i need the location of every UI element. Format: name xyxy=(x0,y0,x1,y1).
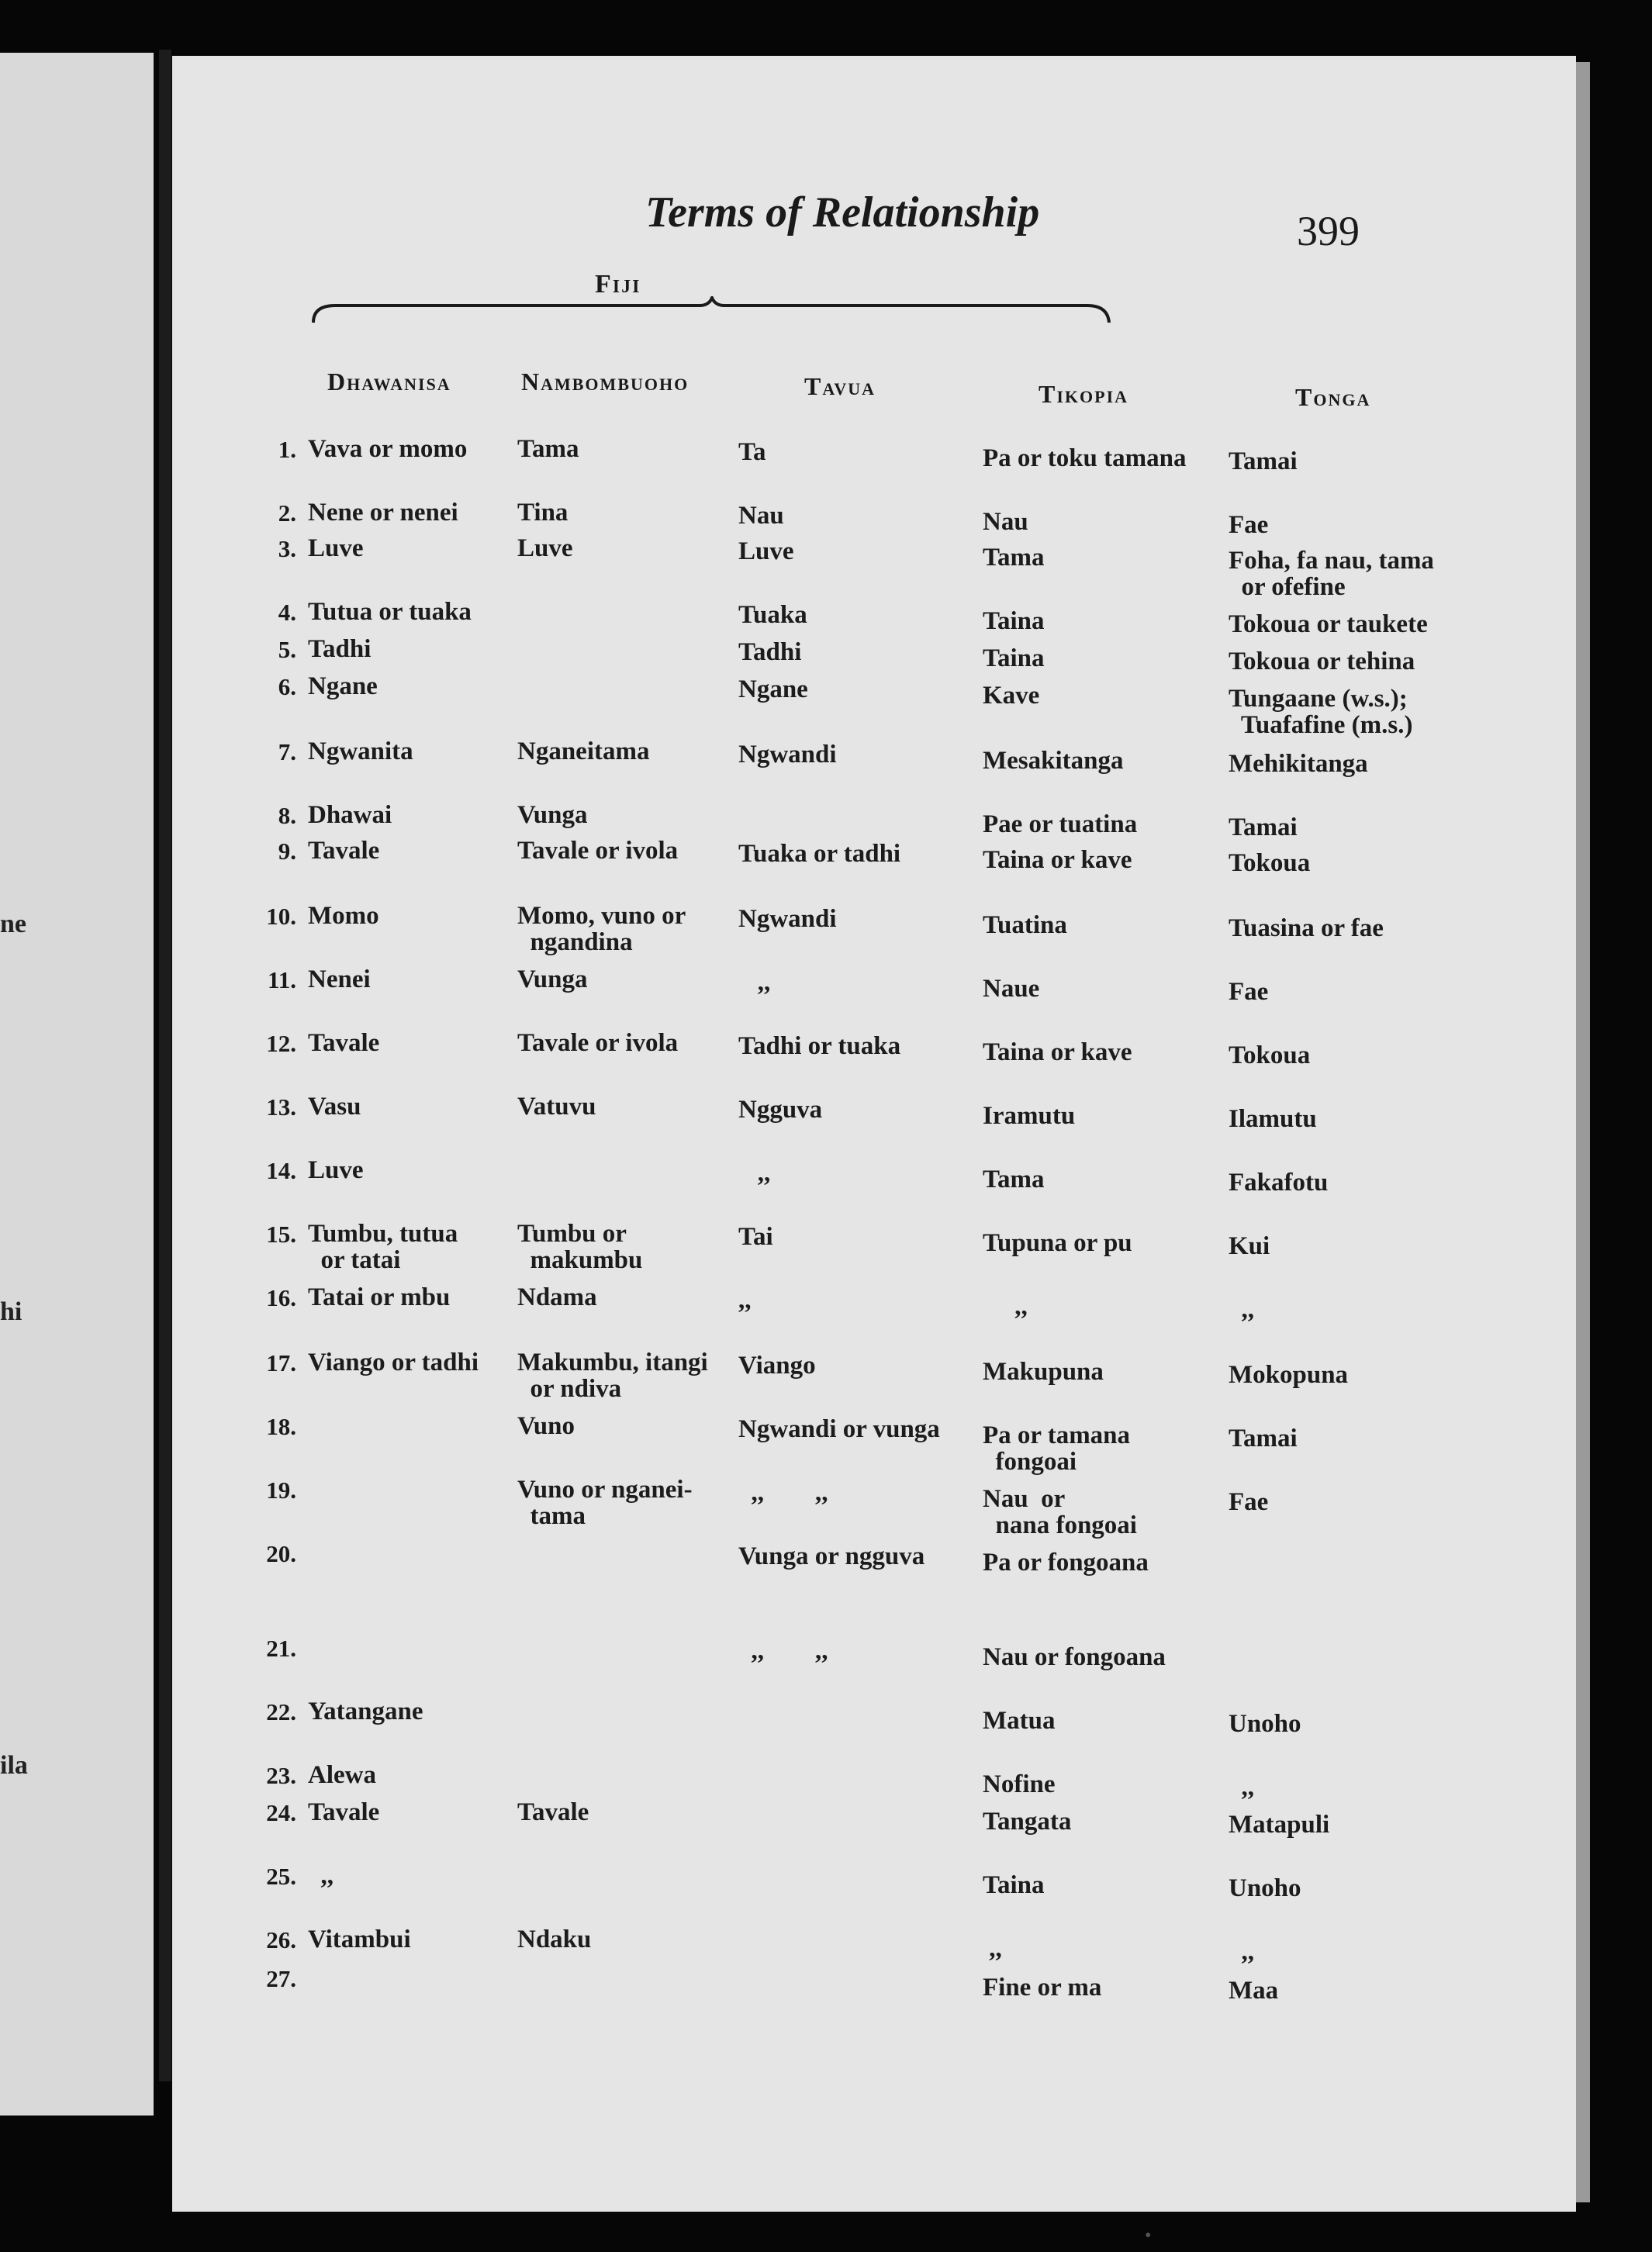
cell-tikopia: Tupuna or pu xyxy=(983,1229,1132,1257)
cell-nambombuoho: Momo, vuno or ngandina xyxy=(517,902,686,956)
cell-tikopia: Nau xyxy=(983,508,1028,536)
cell-tonga: Fae xyxy=(1229,1488,1269,1516)
column-header-tikopia: Tikopia xyxy=(1039,380,1129,408)
cell-tonga: Tokoua or taukete xyxy=(1229,610,1428,638)
left-page-fragment: ne xyxy=(0,910,26,938)
left-page-fragment: hi xyxy=(0,1297,22,1326)
cell-tonga: Tungaane (w.s.); Tuafafine (m.s.) xyxy=(1229,685,1413,739)
row-number: 12. xyxy=(266,1030,296,1057)
cell-tonga: Fae xyxy=(1229,511,1269,539)
cell-tavua: Tadhi or tuaka xyxy=(738,1032,901,1060)
cell-nambombuoho: Tama xyxy=(517,435,579,463)
cell-dhawanisa: ,, xyxy=(308,1862,334,1890)
cell-dhawanisa: Tavale xyxy=(308,1798,380,1826)
cell-nambombuoho: Ndama xyxy=(517,1283,597,1311)
cell-tikopia: Tama xyxy=(983,1166,1045,1193)
cell-tikopia: Tama xyxy=(983,544,1045,572)
cell-tavua: Ngwandi xyxy=(738,741,837,769)
cell-tikopia: Iramutu xyxy=(983,1102,1076,1130)
cell-tonga: Fae xyxy=(1229,978,1269,1006)
cell-nambombuoho: Vunga xyxy=(517,965,588,993)
column-header-nambombuoho: Nambombuoho xyxy=(521,368,689,395)
row-number: 24. xyxy=(266,1799,296,1826)
cell-tikopia: Nofine xyxy=(983,1770,1056,1798)
cell-tavua: Viango xyxy=(738,1352,816,1380)
cell-dhawanisa: Tavale xyxy=(308,1029,380,1057)
cell-tavua: Luve xyxy=(738,537,794,565)
cell-dhawanisa: Vava or momo xyxy=(308,435,468,463)
cell-tonga: Tokoua xyxy=(1229,1041,1311,1069)
cell-tavua: Ta xyxy=(738,438,766,466)
cell-tavua: ,, xyxy=(738,1159,771,1187)
cell-nambombuoho: Nganeitama xyxy=(517,737,650,765)
row-number: 26. xyxy=(266,1926,296,1953)
cell-nambombuoho: Tumbu or makumbu xyxy=(517,1220,643,1274)
row-number: 8. xyxy=(278,802,296,829)
cell-dhawanisa: Yatangane xyxy=(308,1698,423,1725)
cell-nambombuoho: Vuno or nganei- tama xyxy=(517,1476,693,1530)
cell-tikopia: Pa or fongoana xyxy=(983,1549,1149,1577)
book-page xyxy=(172,56,1576,2212)
cell-nambombuoho: Ndaku xyxy=(517,1926,592,1953)
cell-nambombuoho: Luve xyxy=(517,534,573,562)
row-number: 17. xyxy=(266,1349,296,1376)
cell-dhawanisa: Vasu xyxy=(308,1093,361,1121)
cell-tavua: Tuaka xyxy=(738,601,807,629)
book-gutter xyxy=(159,50,171,2081)
cell-tikopia: Tuatina xyxy=(983,911,1067,939)
row-number: 3. xyxy=(278,535,296,562)
group-label-fiji: Fiji xyxy=(595,270,641,299)
row-number: 13. xyxy=(266,1093,296,1121)
cell-tonga: Ilamutu xyxy=(1229,1105,1317,1133)
cell-nambombuoho: Vuno xyxy=(517,1412,575,1440)
cell-tikopia: Taina xyxy=(983,1871,1045,1899)
cell-tikopia: Nau or fongoana xyxy=(983,1643,1166,1671)
cell-dhawanisa: Dhawai xyxy=(308,801,392,829)
cell-tikopia: Taina or kave xyxy=(983,1038,1132,1066)
cell-tikopia: Makupuna xyxy=(983,1358,1104,1386)
page-edge-shadow xyxy=(1576,62,1590,2202)
cell-tonga: Tamai xyxy=(1229,447,1298,475)
cell-tikopia: Taina or kave xyxy=(983,846,1132,874)
row-number: 7. xyxy=(278,738,296,765)
page-number: 399 xyxy=(1297,208,1360,254)
cell-tikopia: Taina xyxy=(983,644,1045,672)
cell-tikopia: Naue xyxy=(983,975,1040,1003)
cell-nambombuoho: Tavale or ivola xyxy=(517,837,679,865)
row-number: 9. xyxy=(278,838,296,865)
cell-dhawanisa: Ngwanita xyxy=(308,737,413,765)
row-number: 18. xyxy=(266,1413,296,1440)
cell-tonga: Tokoua xyxy=(1229,849,1311,877)
row-number: 15. xyxy=(266,1221,296,1248)
cell-nambombuoho: Makumbu, itangi or ndiva xyxy=(517,1349,708,1403)
cell-tonga: ,, xyxy=(1229,1938,1254,1966)
cell-tonga: Mokopuna xyxy=(1229,1361,1349,1389)
row-number: 20. xyxy=(266,1540,296,1567)
cell-tikopia: Taina xyxy=(983,607,1045,635)
cell-dhawanisa: Nenei xyxy=(308,965,371,993)
column-header-tavua: Tavua xyxy=(804,372,876,400)
cell-tavua: Tai xyxy=(738,1223,773,1251)
scan-speck: • xyxy=(1145,2226,1152,2246)
cell-dhawanisa: Ngane xyxy=(308,672,378,700)
cell-tavua: Tuaka or tadhi xyxy=(738,840,901,868)
column-header-tonga: Tonga xyxy=(1295,383,1371,411)
cell-tikopia: Tangata xyxy=(983,1808,1072,1836)
row-number: 10. xyxy=(266,903,296,930)
cell-tikopia: Kave xyxy=(983,682,1040,710)
cell-tonga: Fakafotu xyxy=(1229,1169,1329,1197)
cell-tonga: Kui xyxy=(1229,1232,1270,1260)
cell-tavua: ,, ,, xyxy=(738,1479,828,1507)
row-number: 6. xyxy=(278,673,296,700)
cell-dhawanisa: Vitambui xyxy=(308,1926,411,1953)
row-number: 16. xyxy=(266,1284,296,1311)
cell-nambombuoho: Tavale or ivola xyxy=(517,1029,679,1057)
cell-dhawanisa: Viango or tadhi xyxy=(308,1349,479,1376)
cell-tikopia: Pae or tuatina xyxy=(983,810,1138,838)
cell-dhawanisa: Tavale xyxy=(308,837,380,865)
row-number: 21. xyxy=(266,1635,296,1662)
cell-dhawanisa: Luve xyxy=(308,534,364,562)
row-number: 1. xyxy=(278,436,296,463)
cell-tavua: Nau xyxy=(738,502,784,530)
cell-tavua: Ngwandi or vunga xyxy=(738,1415,940,1443)
cell-dhawanisa: Alewa xyxy=(308,1761,376,1789)
cell-tikopia: Matua xyxy=(983,1707,1056,1735)
cell-tonga: Maa xyxy=(1229,1977,1279,2005)
cell-tavua: ,, xyxy=(738,969,771,996)
cell-tikopia: ,, xyxy=(983,1935,1002,1963)
cell-tavua: ,, xyxy=(738,1287,752,1314)
cell-nambombuoho: Tavale xyxy=(517,1798,589,1826)
row-number: 19. xyxy=(266,1477,296,1504)
row-number: 5. xyxy=(278,636,296,663)
left-page-edge xyxy=(0,53,154,2116)
cell-tonga: ,, xyxy=(1229,1296,1254,1324)
cell-dhawanisa: Tadhi xyxy=(308,635,372,663)
cell-tikopia: Fine or ma xyxy=(983,1974,1102,2002)
cell-tonga: Tuasina or fae xyxy=(1229,914,1384,942)
cell-tonga: Foha, fa nau, tama or ofefine xyxy=(1229,547,1434,601)
row-number: 4. xyxy=(278,599,296,626)
cell-dhawanisa: Luve xyxy=(308,1156,364,1184)
cell-tavua: Ngguva xyxy=(738,1096,823,1124)
cell-nambombuoho: Vunga xyxy=(517,801,588,829)
cell-dhawanisa: Tumbu, tutua or tatai xyxy=(308,1220,458,1274)
row-number: 27. xyxy=(266,1965,296,1992)
cell-dhawanisa: Tutua or tuaka xyxy=(308,598,472,626)
cell-tikopia: ,, xyxy=(983,1293,1028,1321)
cell-tonga: Unoho xyxy=(1229,1710,1301,1738)
cell-tonga: Tokoua or tehina xyxy=(1229,648,1415,675)
row-number: 25. xyxy=(266,1863,296,1890)
cell-tikopia: Mesakitanga xyxy=(983,747,1124,775)
column-header-dhawanisa: Dhawanisa xyxy=(327,368,451,395)
cell-tikopia: Nau or nana fongoai xyxy=(983,1485,1137,1539)
cell-tavua: Ngwandi xyxy=(738,905,837,933)
cell-dhawanisa: Tatai or mbu xyxy=(308,1283,451,1311)
cell-tikopia: Pa or toku tamana xyxy=(983,444,1187,472)
cell-tonga: Tamai xyxy=(1229,813,1298,841)
cell-tonga: Matapuli xyxy=(1229,1811,1330,1839)
cell-tonga: ,, xyxy=(1229,1774,1254,1801)
row-number: 23. xyxy=(266,1762,296,1789)
left-page-fragment: ila xyxy=(0,1751,28,1780)
cell-tavua: Ngane xyxy=(738,675,808,703)
cell-tavua: Tadhi xyxy=(738,638,802,666)
row-number: 14. xyxy=(266,1157,296,1184)
cell-dhawanisa: Momo xyxy=(308,902,379,930)
cell-dhawanisa: Nene or nenei xyxy=(308,499,458,527)
cell-nambombuoho: Tina xyxy=(517,499,569,527)
cell-nambombuoho: Vatuvu xyxy=(517,1093,596,1121)
cell-tavua: ,, ,, xyxy=(738,1637,828,1665)
cell-tavua: Vunga or ngguva xyxy=(738,1542,925,1570)
cell-tonga: Unoho xyxy=(1229,1874,1301,1902)
cell-tikopia: Pa or tamana fongoai xyxy=(983,1421,1131,1476)
cell-tonga: Mehikitanga xyxy=(1229,750,1368,778)
page-title: Terms of Relationship xyxy=(645,188,1040,237)
row-number: 2. xyxy=(278,499,296,527)
fiji-brace xyxy=(312,296,1111,324)
cell-tonga: Tamai xyxy=(1229,1425,1298,1452)
row-number: 11. xyxy=(267,966,296,993)
row-number: 22. xyxy=(266,1698,296,1725)
